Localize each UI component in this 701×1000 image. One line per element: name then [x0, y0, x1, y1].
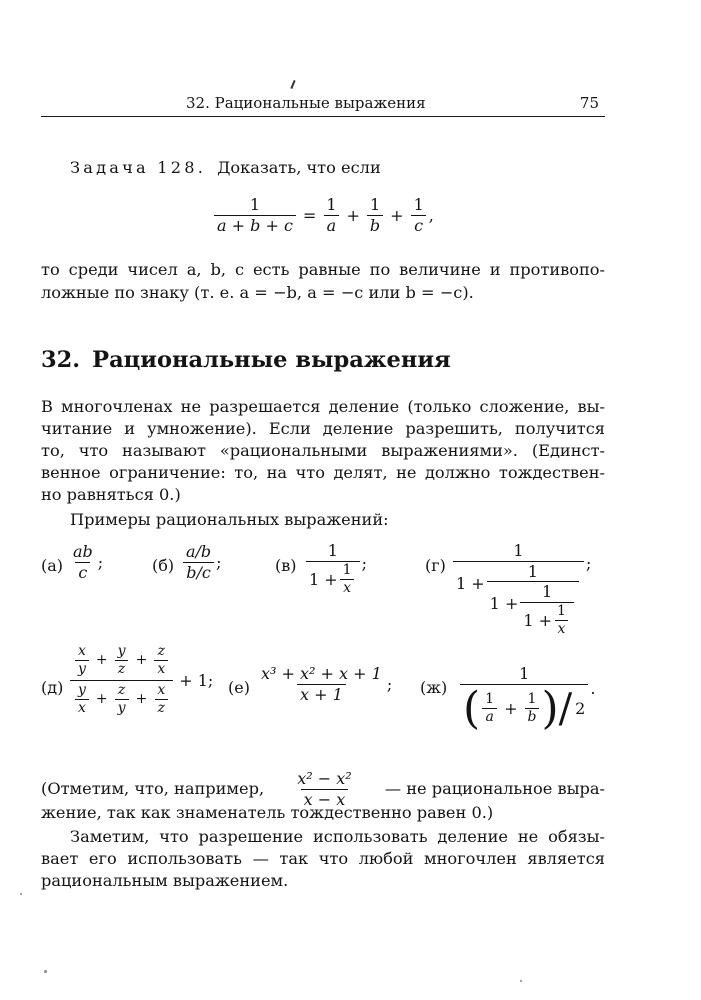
example-a: $\frac{ab}{c}$ ; — [73, 542, 104, 582]
problem-conclusion-line-2: ложные по знаку (т. е. a = −b, a = −c или b = −c). — [41, 283, 474, 302]
scan-speck — [44, 970, 47, 973]
example-e: $\frac{\text{x³ + x² + x + 1}}{x + 1}$ ; — [261, 664, 393, 704]
section-title: Рациональные выражения — [92, 347, 451, 373]
example-v: 1 1 + $\frac{1}{x}$ ; — [304, 542, 367, 596]
paragraph-1-line-5: но равняться 0.) — [41, 485, 181, 504]
paragraph-2-line-2: вает его использовать — так что любой многочлен является — [41, 849, 605, 868]
example-g-label: (г) — [425, 556, 446, 575]
note-fraction: $\frac{\text{x² − x²}}{x - x}$ — [297, 769, 352, 809]
paragraph-2-line-3: рациональным выражением. — [41, 871, 289, 890]
header-rule — [41, 116, 605, 117]
examples-intro: Примеры рациональных выражений: — [70, 510, 389, 529]
problem-intro: Доказать, что если — [217, 158, 381, 177]
scan-speck — [520, 980, 522, 982]
example-a-label: (а) — [41, 556, 64, 575]
example-b: $\frac{a/b}{b/c}$ ; — [181, 543, 222, 581]
lhs-fraction: $\frac{1}{a + b + c}$ — [214, 196, 296, 234]
ink-mark — [290, 80, 295, 89]
section-heading — [41, 347, 451, 373]
running-head — [41, 92, 605, 116]
example-g: 1 1 + 1 1 + 1 1 + $\frac{1}{x}$ ; — [451, 542, 591, 638]
problem-heading — [70, 157, 381, 180]
example-zh: 1 ( $\frac{1}{a}$ + $\frac{1}{b}$ ) / 2 . — [458, 665, 595, 731]
paragraph-1-line-1: В многочленах не разрешается деление (только сложение, вы- — [41, 397, 605, 416]
problem-conclusion-line-1: то среди чисел a, b, c есть равные по величине и противопо- — [41, 260, 605, 279]
example-e-label: (е) — [228, 678, 250, 697]
example-zh-label: (ж) — [420, 678, 448, 697]
rhs-fraction-a: $\frac{1}{a}$ — [323, 196, 339, 234]
problem-label: Задача 128. — [70, 158, 207, 177]
example-d: $\frac{x}{y}$ + $\frac{y}{z}$ + $\frac{z}{x}$ $\frac{y}{x}$ + $\frac{z}{y}$ + $\frac{x}{z}$ + 1; — [68, 644, 213, 717]
example-v-label: (в) — [275, 556, 297, 575]
note-line-2: жение, так как знаменатель тождественно равен 0.) — [41, 803, 494, 822]
page-number: 75 — [579, 94, 599, 112]
problem-equation: $\frac{1}{a + b + c}$ = $\frac{1}{a}$ + $\frac{1}{b}$ + $\frac{1}{c}$ , — [212, 196, 434, 234]
example-b-label: (б) — [152, 556, 175, 575]
example-d-label: (д) — [41, 678, 64, 697]
section-number: 32. — [41, 347, 81, 373]
note-prefix: (Отметим, что, например, — [41, 778, 265, 798]
paragraph-1-line-4: венное ограничение: то, на что делят, не должно тождествен- — [41, 463, 605, 482]
running-title: 32. Рациональные выражения — [186, 94, 426, 112]
note-suffix: — не рациональное выра- — [384, 778, 605, 798]
paragraph-1-line-2: читание и умножение). Если деление разрешить, получится — [41, 419, 605, 438]
rhs-fraction-c: $\frac{1}{c}$ — [411, 196, 427, 234]
rhs-fraction-b: $\frac{1}{b}$ — [367, 196, 383, 234]
scan-speck — [20, 893, 22, 895]
paragraph-1-line-3: то, что называют «рациональными выражениями». (Единст- — [41, 441, 605, 460]
paragraph-2-line-1: Заметим, что разрешение использовать деление не обязы- — [70, 827, 605, 846]
